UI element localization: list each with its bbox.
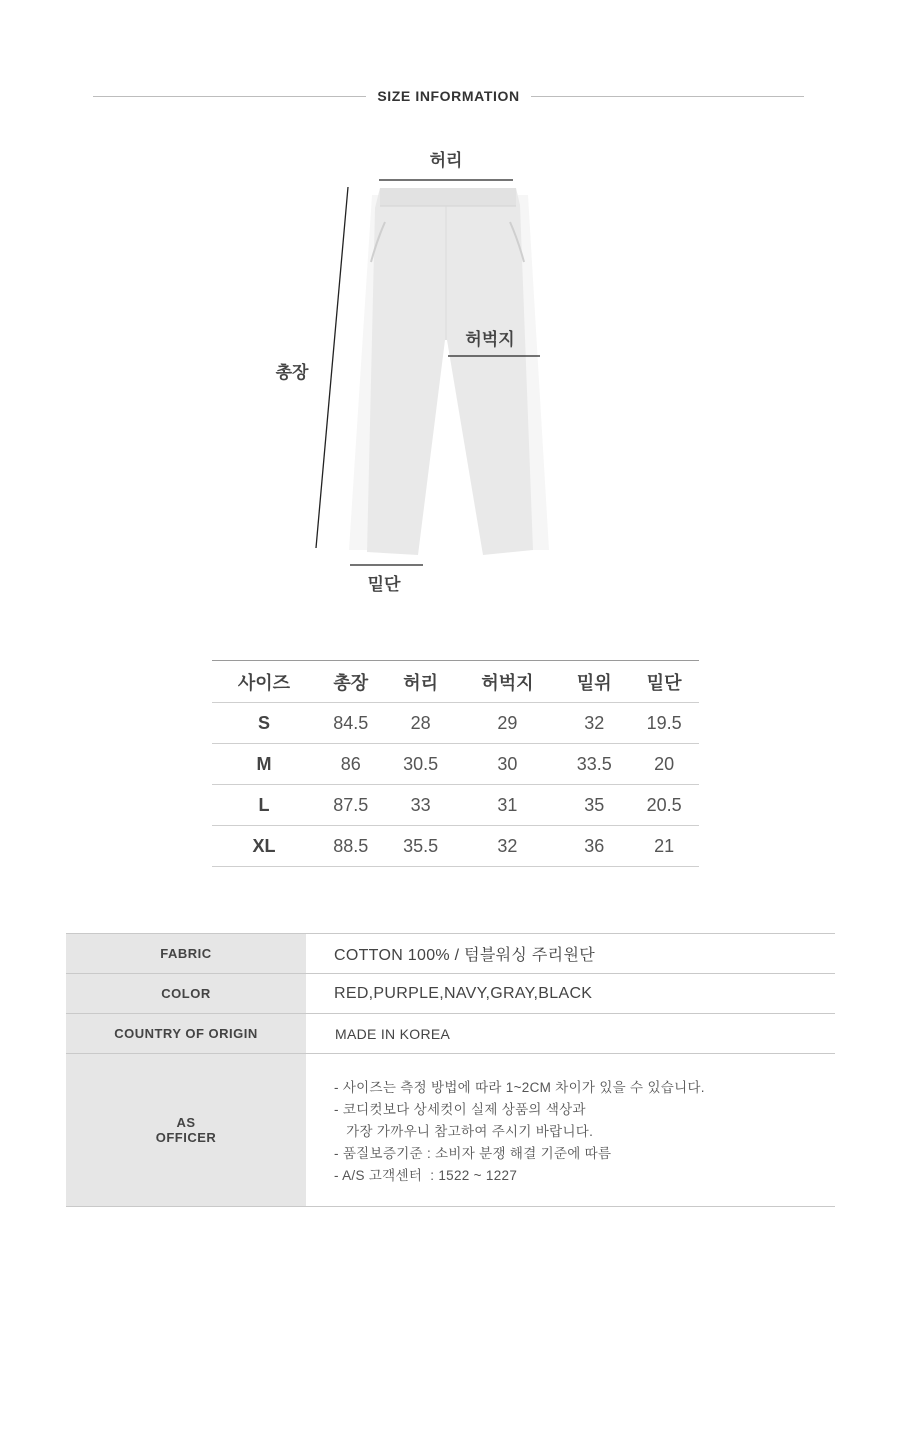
as-label-line2: OFFICER <box>155 1130 217 1145</box>
waist-label: 허리 <box>429 151 463 171</box>
divider-left <box>93 96 366 97</box>
table-cell: 20 <box>629 744 699 785</box>
header-hem: 밑단 <box>629 661 699 703</box>
fabric-row <box>66 934 835 974</box>
pants-illustration <box>349 188 549 555</box>
pants-size-diagram <box>0 130 900 610</box>
origin-label: COUNTRY OF ORIGIN <box>66 1014 306 1054</box>
table-row <box>212 826 699 867</box>
hem-label: 밑단 <box>367 575 401 595</box>
table-cell: 21 <box>629 826 699 867</box>
table-cell: 31 <box>455 785 559 826</box>
fabric-label: FABRIC <box>66 934 306 974</box>
table-cell: 35 <box>559 785 629 826</box>
table-cell: 20.5 <box>629 785 699 826</box>
table-row <box>212 785 699 826</box>
fabric-value: COTTON 100% / 텀블워싱 주리원단 <box>306 934 835 974</box>
waistband <box>380 188 516 206</box>
table-cell: 36 <box>559 826 629 867</box>
product-info-table <box>66 933 835 1207</box>
header-rise: 밑위 <box>559 661 629 703</box>
size-cell: M <box>212 744 316 785</box>
size-cell: S <box>212 703 316 744</box>
header-total-length: 총장 <box>316 661 386 703</box>
header-waist: 허리 <box>386 661 456 703</box>
table-cell: 88.5 <box>316 826 386 867</box>
note-line: - 품질보증기준 : 소비자 분쟁 해결 기준에 따름 <box>334 1145 612 1161</box>
color-row <box>66 974 835 1014</box>
table-cell: 32 <box>559 703 629 744</box>
total-length-label: 총장 <box>275 363 309 383</box>
table-cell: 28 <box>386 703 456 744</box>
header-size: 사이즈 <box>212 661 316 703</box>
table-cell: 33.5 <box>559 744 629 785</box>
table-cell: 19.5 <box>629 703 699 744</box>
as-row <box>66 1054 835 1207</box>
length-measure-line <box>316 187 348 548</box>
as-notes <box>306 1054 835 1207</box>
table-cell: 29 <box>455 703 559 744</box>
table-cell: 32 <box>455 826 559 867</box>
table-cell: 87.5 <box>316 785 386 826</box>
table-cell: 30.5 <box>386 744 456 785</box>
table-row <box>212 744 699 785</box>
note-line: - 코디컷보다 상세컷이 실제 상품의 색상과 <box>334 1101 586 1117</box>
divider-right <box>531 96 804 97</box>
size-table-header-row <box>212 661 699 703</box>
section-title: SIZE INFORMATION <box>377 88 520 104</box>
table-cell: 35.5 <box>386 826 456 867</box>
table-cell: 86 <box>316 744 386 785</box>
size-table <box>212 660 699 867</box>
as-label <box>66 1054 306 1207</box>
table-cell: 84.5 <box>316 703 386 744</box>
note-line: 가장 가까우니 참고하여 주시기 바랍니다. <box>334 1123 594 1139</box>
thigh-label: 허벅지 <box>465 330 515 350</box>
as-label-line1: AS <box>176 1115 196 1130</box>
section-header <box>93 86 804 106</box>
origin-row <box>66 1014 835 1054</box>
table-cell: 30 <box>455 744 559 785</box>
size-cell: XL <box>212 826 316 867</box>
color-label: COLOR <box>66 974 306 1014</box>
header-thigh: 허벅지 <box>455 661 559 703</box>
color-value: RED,PURPLE,NAVY,GRAY,BLACK <box>306 974 835 1014</box>
note-line: - 사이즈는 측정 방법에 따라 1~2CM 차이가 있을 수 있습니다. <box>334 1079 705 1095</box>
table-row <box>212 703 699 744</box>
pants-body <box>367 188 533 555</box>
note-line: - A/S 고객센터 : 1522 ~ 1227 <box>334 1167 518 1183</box>
origin-value: MADE IN KOREA <box>306 1014 835 1054</box>
size-cell: L <box>212 785 316 826</box>
table-cell: 33 <box>386 785 456 826</box>
